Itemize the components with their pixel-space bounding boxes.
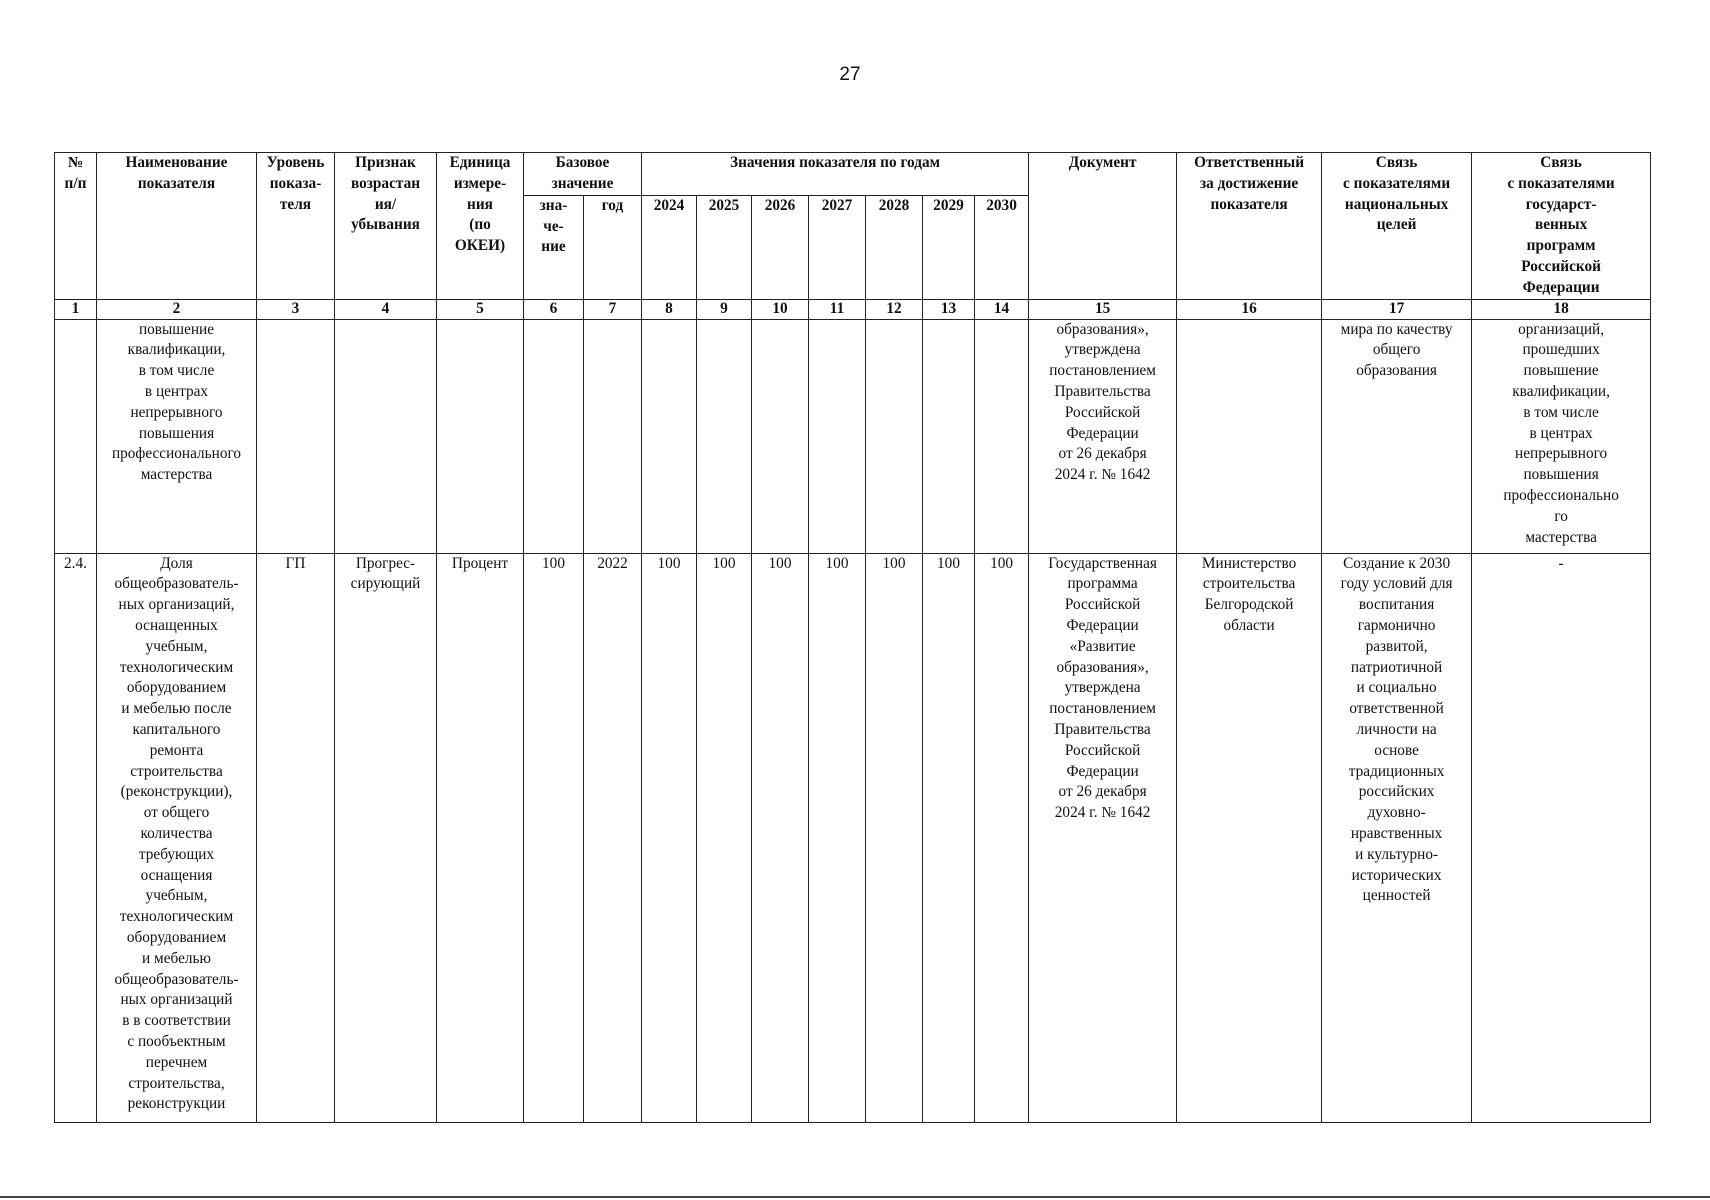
indicator-level: ГП <box>257 553 335 1122</box>
indicator-name: Доля общеобразователь- ных организаций, оснащенных учебным, технологическим оборудованием и мебелью после капитального ремонта строительства (реконструкции), от общего количества требующих оснащения учебным, технологическим оборудованием и мебелью общеобразователь- ных организаций в в соответствии с пообъектным перечнем строительства, реконструкции <box>97 553 257 1122</box>
header-trend: Признак возрастан ия/ убывания <box>335 153 437 300</box>
indicator-trend <box>335 319 437 553</box>
year-value: 100 <box>752 553 809 1122</box>
year-value <box>923 319 975 553</box>
row-number: 2.4. <box>55 553 97 1122</box>
state-programs-link: - <box>1472 553 1651 1122</box>
column-number: 6 <box>524 299 584 319</box>
state-programs-link: организаций, прошедших повышение квалификации, в том числе в центрах непрерывного повышения профессионально го мастерства <box>1472 319 1651 553</box>
column-number: 16 <box>1177 299 1322 319</box>
column-number: 13 <box>923 299 975 319</box>
column-number: 18 <box>1472 299 1651 319</box>
base-value: 100 <box>524 553 584 1122</box>
year-value <box>809 319 866 553</box>
document: образования», утверждена постановлением Правительства Российской Федерации от 26 декабря 2024 г. № 1642 <box>1029 319 1177 553</box>
year-value <box>697 319 752 553</box>
column-number: 4 <box>335 299 437 319</box>
year-value <box>866 319 923 553</box>
column-number: 7 <box>584 299 642 319</box>
base-year: 2022 <box>584 553 642 1122</box>
column-number: 2 <box>97 299 257 319</box>
year-value: 100 <box>923 553 975 1122</box>
row-number <box>55 319 97 553</box>
table-row <box>55 319 1651 553</box>
header-base-value-group: Базовое значение <box>524 153 642 196</box>
column-numbers-row <box>55 299 1651 319</box>
indicator-unit: Процент <box>437 553 524 1122</box>
year-value: 100 <box>866 553 923 1122</box>
indicator-unit <box>437 319 524 553</box>
header-year: 2024 <box>642 195 697 299</box>
header-year: 2025 <box>697 195 752 299</box>
header-year: 2028 <box>866 195 923 299</box>
column-number: 17 <box>1322 299 1472 319</box>
indicator-trend: Прогрес- сирующий <box>335 553 437 1122</box>
header-document: Документ <box>1029 153 1177 300</box>
column-number: 3 <box>257 299 335 319</box>
header-indicator-name: Наименование показателя <box>97 153 257 300</box>
base-year <box>584 319 642 553</box>
column-number: 8 <box>642 299 697 319</box>
national-goals-link: Создание к 2030 году условий для воспитания гармонично развитой, патриотичной и социально ответственной личности на основе традиционных российских духовно- нравственных и культурно- исторических ценностей <box>1322 553 1472 1122</box>
indicators-table <box>54 152 1651 1123</box>
year-value: 100 <box>642 553 697 1122</box>
page-number: 27 <box>839 64 861 85</box>
header-values-by-year: Значения показателя по годам <box>642 153 1029 196</box>
year-value: 100 <box>697 553 752 1122</box>
column-number: 10 <box>752 299 809 319</box>
header-state-programs-link: Связь с показателями государст- венных программ Российской Федерации <box>1472 153 1651 300</box>
year-value: 100 <box>809 553 866 1122</box>
year-value <box>642 319 697 553</box>
column-number: 15 <box>1029 299 1177 319</box>
column-number: 1 <box>55 299 97 319</box>
header-number: № п/п <box>55 153 97 300</box>
header-level: Уровень показа- теля <box>257 153 335 300</box>
year-value: 100 <box>975 553 1029 1122</box>
responsible <box>1177 319 1322 553</box>
header-unit: Единица измере- ния (по ОКЕИ) <box>437 153 524 300</box>
column-number: 12 <box>866 299 923 319</box>
column-number: 5 <box>437 299 524 319</box>
national-goals-link: мира по качеству общего образования <box>1322 319 1472 553</box>
table-row <box>55 553 1651 1122</box>
header-year: 2026 <box>752 195 809 299</box>
header-year: 2027 <box>809 195 866 299</box>
header-responsible: Ответственный за достижение показателя <box>1177 153 1322 300</box>
base-value <box>524 319 584 553</box>
year-value <box>752 319 809 553</box>
year-value <box>975 319 1029 553</box>
page-bottom-rule <box>0 1196 1710 1198</box>
column-number: 11 <box>809 299 866 319</box>
header-base-value: зна- че- ние <box>524 195 584 299</box>
document: Государственная программа Российской Федерации «Развитие образования», утверждена постановлением Правительства Российской Федерации от 26 декабря 2024 г. № 1642 <box>1029 553 1177 1122</box>
responsible: Министерство строительства Белгородской области <box>1177 553 1322 1122</box>
header-year: 2030 <box>975 195 1029 299</box>
column-number: 14 <box>975 299 1029 319</box>
header-year: 2029 <box>923 195 975 299</box>
indicator-name: повышение квалификации, в том числе в центрах непрерывного повышения профессионального мастерства <box>97 319 257 553</box>
indicator-level <box>257 319 335 553</box>
header-national-goals-link: Связь с показателями национальных целей <box>1322 153 1472 300</box>
header-base-year: год <box>584 195 642 299</box>
column-number: 9 <box>697 299 752 319</box>
